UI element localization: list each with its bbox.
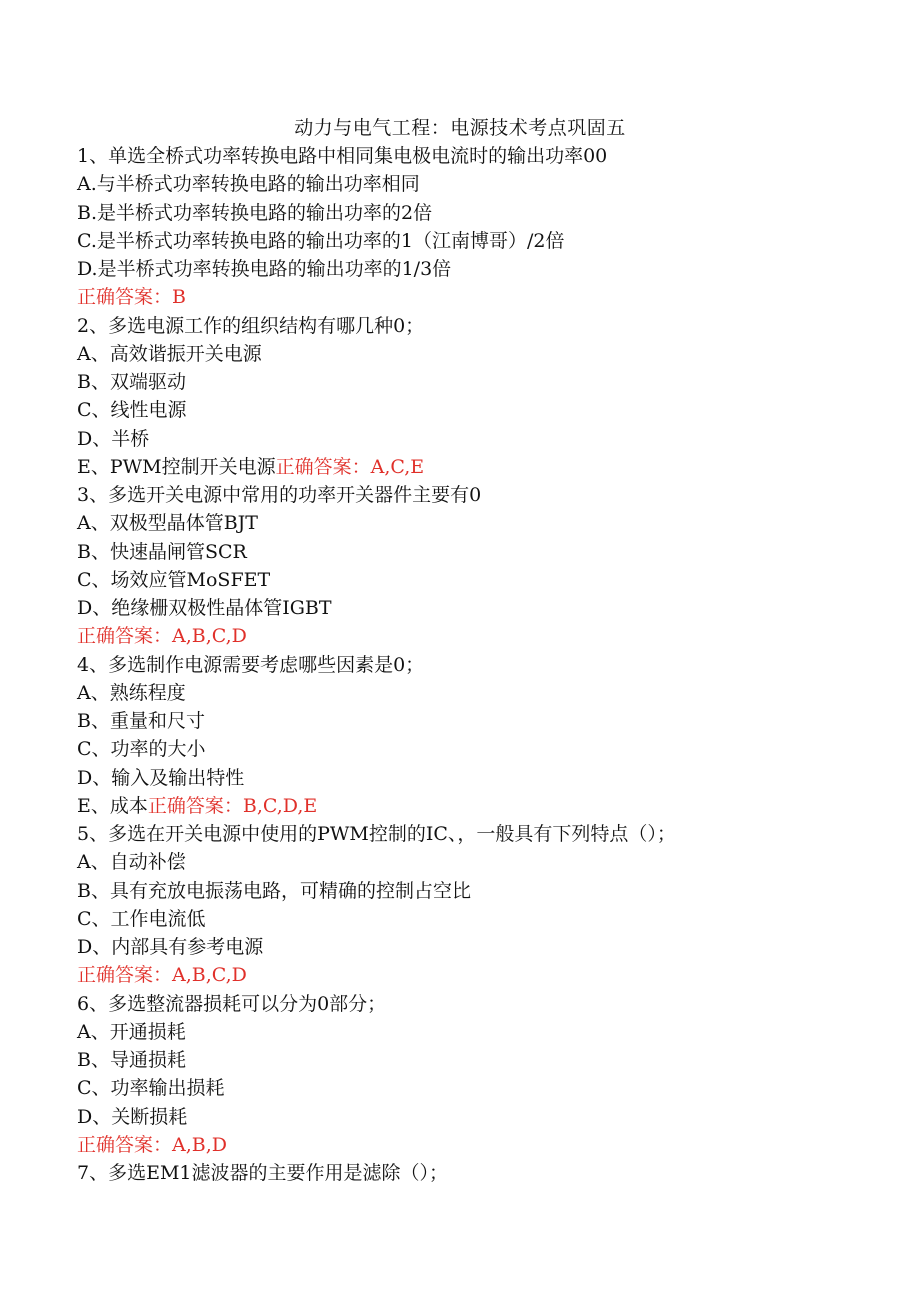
correct-answer: 正确答案：A,C,E [275,455,425,478]
text-line [77,453,897,481]
text-line [77,764,897,792]
correct-answer: 正确答案：A,B,C,D [77,964,247,987]
text-line [77,735,897,763]
line-text: D、输入及输出特性 [77,766,245,789]
text-line [77,990,897,1018]
correct-answer: 正确答案：B,C,D,E [147,794,318,817]
correct-answer: 正确答案：A,B,D [77,1133,227,1156]
line-text: A、双极型晶体管BJT [77,512,258,535]
line-text: B、快速晶闸管SCR [77,540,247,563]
line-text: B、具有充放电振荡电路，可精确的控制占空比 [77,879,471,902]
text-line [77,425,897,453]
line-text: B、重量和尺寸 [77,710,205,732]
line-text: 4、多选制作电源需要考虑哪些因素是0； [77,653,425,676]
text-line [77,312,897,340]
line-text: C、线性电源 [77,399,187,422]
line-text: A、熟练程度 [77,681,186,704]
text-line [77,170,897,198]
line-text: B、导通损耗 [77,1049,186,1071]
line-text: B.是半桥式功率转换电路的输出功率的2倍 [77,201,433,224]
line-text: 2、多选电源工作的组织结构有哪几种0； [77,314,425,337]
line-text: D.是半桥式功率转换电路的输出功率的1/3倍 [77,258,452,280]
line-text: C、工作电流低 [77,907,206,930]
text-line [77,1046,897,1074]
text-line [77,340,897,368]
text-line [77,283,897,311]
line-text: A、高效谐振开关电源 [77,342,262,365]
text-line [77,142,897,170]
line-text: D、绝缘栅双极性晶体管IGBT [77,597,332,619]
line-text: C、场效应管MoSFET [77,568,271,591]
text-line [77,538,897,566]
correct-answer: 正确答案：B [77,286,186,309]
line-text: C、功率输出损耗 [77,1077,225,1100]
text-line [77,1074,897,1102]
text-line [77,1018,897,1046]
text-line [77,877,897,905]
line-text: D、关断损耗 [77,1105,188,1128]
line-text: 1、单选全桥式功率转换电路中相同集电极电流时的输出功率00 [77,145,608,167]
correct-answer: 正确答案：A,B,C,D [77,625,247,648]
text-line [77,199,897,227]
text-line [77,622,897,650]
text-line [77,905,897,933]
line-text: 7、多选EM1滤波器的主要作用是滤除（）； [77,1162,449,1184]
text-line [77,481,897,509]
text-line [77,227,897,255]
line-text: E、成本 [77,794,148,817]
text-line [77,1159,897,1187]
text-line [77,509,897,537]
line-text: A、开通损耗 [77,1020,186,1043]
line-text: D、内部具有参考电源 [77,936,264,958]
text-line [77,679,897,707]
line-text: D、半桥 [77,427,150,450]
line-text: B、双端驱动 [77,371,186,393]
line-text: E、PWM控制开关电源 [77,455,276,478]
question-list [77,142,897,1187]
text-line [77,396,897,424]
text-line [77,961,897,989]
text-line [77,707,897,735]
text-line [77,368,897,396]
line-text: A.与半桥式功率转换电路的输出功率相同 [77,173,420,196]
text-line [77,792,897,820]
text-line [77,594,897,622]
text-line [77,848,897,876]
text-line [77,933,897,961]
line-text: C.是半桥式功率转换电路的输出功率的1（江南博哥）/2倍 [77,229,565,252]
text-line [77,255,897,283]
document-title: 动力与电气工程：电源技术考点巩固五 [294,117,626,139]
line-text: 5、多选在开关电源中使用的PWM控制的IC、，一般具有下列特点（）； [77,823,676,845]
text-line [77,651,897,679]
line-text: A、自动补偿 [77,851,186,874]
text-line [77,1103,897,1131]
text-line [77,1131,897,1159]
line-text: 3、多选开关电源中常用的功率开关器件主要有0 [77,484,482,506]
line-text: 6、多选整流器损耗可以分为0部分； [77,992,387,1015]
text-line [77,566,897,594]
text-line [77,820,897,848]
line-text: C、功率的大小 [77,738,206,761]
